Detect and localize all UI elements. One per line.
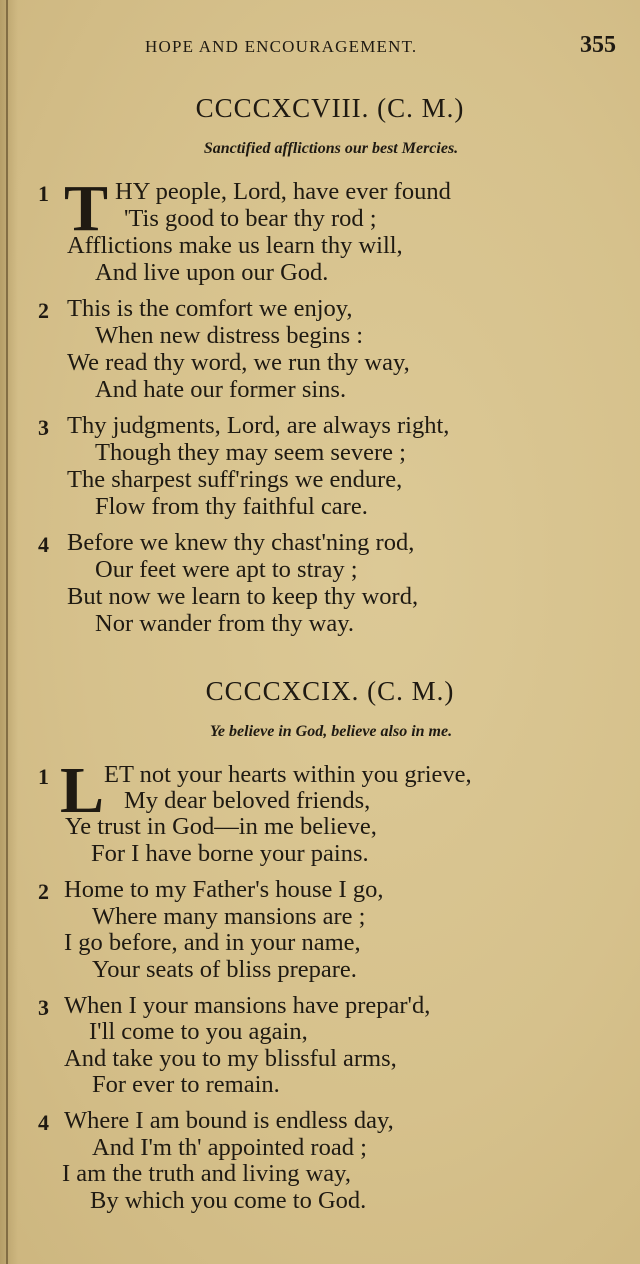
- hymn-number: CCCCXCVIII. (C. M.): [195, 93, 465, 123]
- verse-number: 2: [38, 298, 49, 323]
- verse-line: 'Tis good to bear thy rod ;: [124, 205, 377, 232]
- verse-line: I am the truth and living way,: [62, 1160, 351, 1187]
- verse-number: 3: [38, 415, 49, 440]
- verse-line: Your seats of bliss prepare.: [92, 956, 357, 983]
- verse-line: Afflictions make us learn thy will,: [67, 232, 403, 259]
- verse-number: 2: [38, 879, 49, 904]
- verse-line: And I'm th' appointed road ;: [92, 1134, 367, 1161]
- gutter-shadow: [0, 0, 18, 1264]
- verse-line: For I have borne your pains.: [91, 840, 369, 867]
- verse-number: 4: [38, 1110, 49, 1135]
- verse-line: Home to my Father's house I go,: [64, 876, 384, 903]
- verse-line: My dear beloved friends,: [124, 787, 371, 814]
- drop-cap: T: [64, 172, 109, 245]
- verse-number: 1: [38, 764, 49, 789]
- verse-number: 4: [38, 532, 49, 557]
- verse-line: HY people, Lord, have ever found: [115, 178, 451, 205]
- verse-line: Though they may seem severe ;: [95, 439, 406, 466]
- verse-line: Thy judgments, Lord, are always right,: [67, 412, 450, 439]
- verse-line: Where I am bound is endless day,: [64, 1107, 394, 1134]
- verse-line: Where many mansions are ;: [92, 903, 366, 930]
- running-head: [145, 32, 616, 59]
- gutter-edge: [6, 0, 8, 1264]
- verse-line: This is the comfort we enjoy,: [67, 295, 353, 322]
- verse-line: By which you come to God.: [90, 1187, 367, 1214]
- hymn-subtitle: Sanctified afflictions our best Mercies.: [203, 140, 459, 157]
- verse-line: Flow from thy faithful care.: [95, 493, 368, 520]
- drop-cap: L: [60, 754, 105, 827]
- verse-line: I go before, and in your name,: [64, 929, 361, 956]
- verse-line: Nor wander from thy way.: [95, 610, 354, 637]
- verse-number: 3: [38, 995, 49, 1020]
- hymn-subtitle: Ye believe in God, believe also in me.: [209, 723, 453, 740]
- verse-line: For ever to remain.: [92, 1071, 280, 1098]
- page-number: 355: [580, 32, 616, 58]
- verse-line: ET not your hearts within you grieve,: [104, 761, 472, 788]
- running-head-title: HOPE AND ENCOURAGEMENT.: [145, 37, 418, 56]
- verse-line: Our feet were apt to stray ;: [95, 556, 358, 583]
- verse-line: I'll come to you again,: [89, 1018, 308, 1045]
- verse-line: But now we learn to keep thy word,: [67, 583, 419, 610]
- hymn-number: CCCCXCIX. (C. M.): [205, 676, 455, 706]
- verse-line: When new distress begins :: [95, 322, 364, 349]
- verse-line: Before we knew thy chast'ning rod,: [67, 529, 415, 556]
- verse-line: And live upon our God.: [95, 259, 329, 286]
- verse-line: We read thy word, we run thy way,: [67, 349, 410, 376]
- verse-line: Ye trust in God—in me believe,: [65, 813, 377, 840]
- verse-number: 1: [38, 181, 49, 206]
- verse-line: And hate our former sins.: [95, 376, 347, 403]
- verse-line: And take you to my blissful arms,: [64, 1045, 397, 1072]
- verse-line: The sharpest suff'rings we endure,: [67, 466, 403, 493]
- verse-line: When I your mansions have prepar'd,: [64, 992, 431, 1019]
